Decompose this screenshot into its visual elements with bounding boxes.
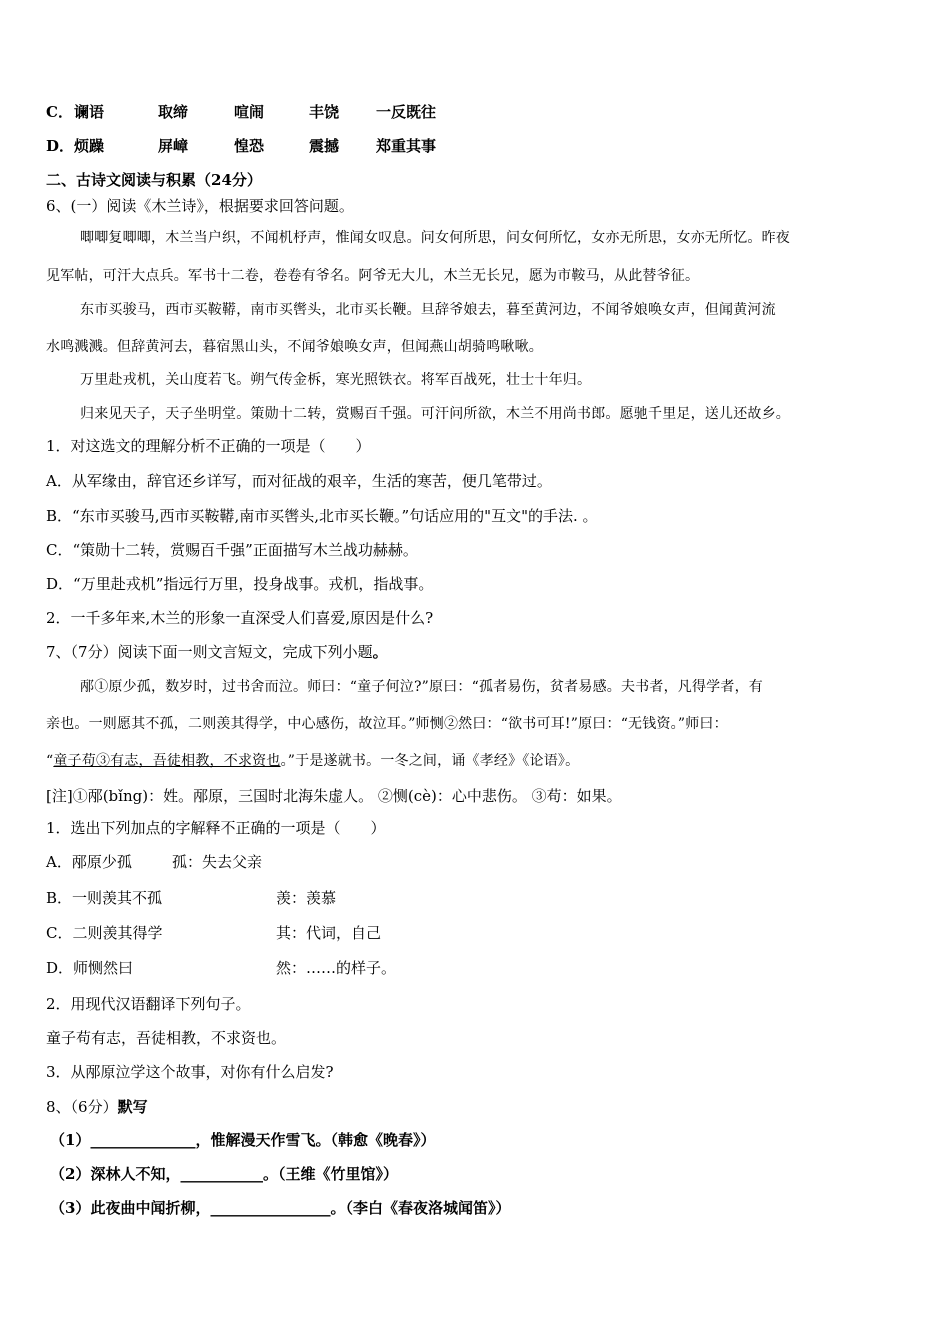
word: 惶恐: [234, 137, 265, 155]
choice-right: 其：代词，自己: [276, 924, 382, 942]
passage-rest: 。”于是遂就书。一冬之间，诵《孝经》《论语》。: [280, 753, 580, 769]
item-number: （2）: [50, 1165, 91, 1183]
choice-row: [46, 852, 263, 872]
word: 丰饶: [309, 103, 340, 121]
dictation-item: [50, 1198, 510, 1218]
question-6-sub1: 1．对这选文的理解分析不正确的一项是（ ）: [46, 437, 371, 455]
choice-right: 孤：失去父亲: [172, 853, 263, 871]
choice-left: B．一则羡其不孤: [46, 889, 163, 907]
word: 屏嶂: [158, 137, 189, 155]
dictation-item: [50, 1164, 398, 1184]
quote-open: “: [46, 753, 54, 769]
choice-b: B．“东市买骏马,西市买鞍鞯,南市买辔头,北市买长鞭。”句话应用的"互文"的手法. 。: [46, 507, 598, 525]
title-text: 8、（6分）: [46, 1098, 118, 1116]
word: 震撼: [309, 137, 340, 155]
dictation-item: [50, 1130, 435, 1150]
option-label: D．: [46, 137, 75, 155]
word: 谰语: [74, 103, 105, 121]
choice-row: [46, 958, 397, 978]
word: 烦躁: [74, 137, 105, 155]
word: 郑重其事: [376, 137, 437, 155]
passage-line: [46, 751, 579, 771]
choice-right: 羡：羡慕: [276, 889, 337, 907]
item-pre: 此夜曲中闻折柳，: [90, 1199, 211, 1217]
poem-line: 归来见天子，天子坐明堂。策勋十二转，赏赐百千强。可汗问所欲，木兰不用尚书郎。愿驰千里足，送儿还故乡。: [80, 406, 790, 422]
answer-blank: ______________: [90, 1131, 196, 1149]
word: 喧闹: [234, 103, 265, 121]
passage-line: 亲也。一则愿其不孤，二则羡其得学，中心感伤，故泣耳。”师恻②然曰：“欲书可耳!”原曰：“无钱资。”师曰：: [46, 716, 728, 732]
answer-blank: ___________: [180, 1165, 263, 1183]
underlined-sentence: 童子苟③有志，吾徒相教，不求资也: [53, 753, 281, 769]
poem-line: 唧唧复唧唧，木兰当户织，不闻机杼声，惟闻女叹息。问女何所思，问女何所忆，女亦无所思，女亦无所忆。昨夜: [80, 230, 790, 246]
poem-line: 水鸣溅溅。但辞黄河去，暮宿黑山头，不闻爷娘唤女声，但闻燕山胡骑鸣啾啾。: [46, 339, 543, 355]
title-text: 7、（7分）阅读下面一则文言短文，完成下列小题: [46, 643, 373, 661]
question-8-title: [46, 1097, 148, 1117]
section-title: 二、古诗文阅读与积累（24分）: [46, 171, 262, 189]
annotation-note: [注]①邴(bǐng)：姓。邴原，三国时北海朱虚人。 ②恻(cè)：心中悲伤。 ③苟：如果。: [46, 787, 622, 805]
poem-line: 东市买骏马，西市买鞍鞯，南市买辔头，北市买长鞭。旦辞爷娘去，暮至黄河边，不闻爷娘唤女声，但闻黄河流: [80, 302, 776, 318]
word: 一反既往: [376, 103, 437, 121]
item-text: ，惟解漫天作雪飞。（韩愈《晚春》）: [195, 1131, 436, 1149]
choice-c: C．“策勋十二转，赏赐百千强”正面描写木兰战功赫赫。: [46, 541, 418, 559]
item-text: 。（王维《竹里馆》）: [262, 1165, 398, 1183]
option-label: C．: [46, 103, 73, 121]
choice-left: D．师恻然曰: [46, 959, 134, 977]
choice-row: [46, 923, 382, 943]
choice-a: A．从军缘由，辞官还乡详写，而对征战的艰辛，生活的寒苦，便几笔带过。: [46, 472, 552, 490]
translate-sentence: 童子苟有志，吾徒相教，不求资也。: [46, 1029, 287, 1047]
question-7-sub2: 2．用现代汉语翻译下列句子。: [46, 995, 251, 1013]
title-period: 。: [372, 643, 388, 661]
question-7-sub1: 1．选出下列加点的字解释不正确的一项是（ ）: [46, 819, 386, 837]
choice-right: 然：……的样子。: [276, 959, 397, 977]
question-7-title: [46, 642, 388, 662]
question-6-sub2: 2．一千多年来,木兰的形象一直深受人们喜爱,原因是什么?: [46, 609, 434, 627]
word: 取缔: [158, 103, 189, 121]
poem-line: 万里赴戎机，关山度若飞。朔气传金柝，寒光照铁衣。将军百战死，壮士十年归。: [80, 372, 592, 388]
title-bold: 默写: [117, 1098, 148, 1116]
passage-line: 邴①原少孤，数岁时，过书舍而泣。师曰：“童子何泣?”原曰：“孤者易伤，贫者易感。夫书者，凡得学者，有: [80, 679, 763, 695]
choice-row: [46, 888, 337, 908]
answer-blank: ________________: [210, 1199, 331, 1217]
item-number: （1）: [50, 1131, 91, 1149]
question-7-sub3: 3．从邴原泣学这个故事，对你有什么启发?: [46, 1063, 334, 1081]
item-text: 。（李白《春夜洛城闻笛》）: [330, 1199, 511, 1217]
item-pre: 深林人不知，: [90, 1165, 181, 1183]
item-number: （3）: [50, 1199, 91, 1217]
choice-left: C．二则羡其得学: [46, 924, 163, 942]
question-6-title: 6、(一）阅读《木兰诗》，根据要求回答问题。: [46, 197, 354, 215]
choice-left: A．邴原少孤: [46, 853, 132, 871]
poem-line: 见军帖，可汗大点兵。军书十二卷，卷卷有爷名。阿爷无大儿，木兰无长兄，愿为市鞍马，从此替爷征。: [46, 268, 700, 284]
choice-d: D．“万里赴戎机”指远行万里，投身战事。戎机，指战事。: [46, 575, 434, 593]
